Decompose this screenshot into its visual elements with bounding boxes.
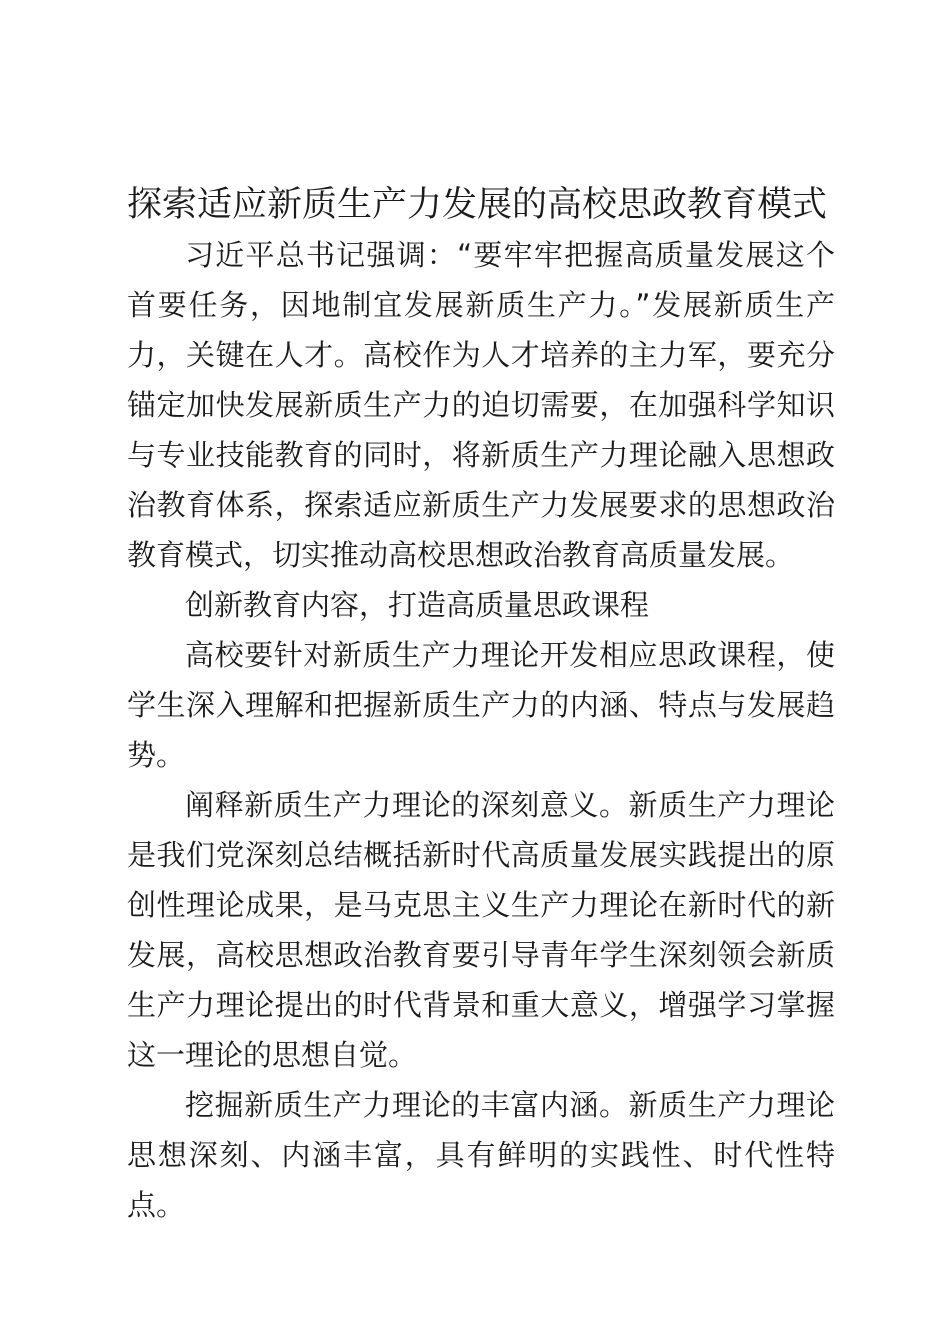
paragraph-significance: 阐释新质生产力理论的深刻意义。新质生产力理论是我们党深刻总结概括新时代高质量发展实践提出的原创性理论成果，是马克思主义生产力理论在新时代的新发展，高校思想政治教育要引导青年学生深刻领会新质生产力理论提出的时代背景和重大意义，增强学习掌握这一理论的思想自觉。: [127, 788, 835, 1072]
section-heading: 创新教育内容，打造高质量思政课程: [185, 588, 650, 622]
document-title: 探索适应新质生产力发展的高校思政教育模式: [127, 185, 828, 225]
paragraph-connotation: 挖掘新质生产力理论的丰富内涵。新质生产力理论思想深刻、内涵丰富，具有鲜明的实践性、时代性特点。: [127, 1088, 835, 1222]
paragraph-course: 高校要针对新质生产力理论开发相应思政课程，使学生深入理解和把握新质生产力的内涵、特点与发展趋势。: [127, 638, 835, 772]
document-body: [127, 230, 835, 1230]
paragraph-intro: 习近平总书记强调：“要牢牢把握高质量发展这个首要任务，因地制宜发展新质生产力。”发展新质生产力，关键在人才。高校作为人才培养的主力军，要充分锚定加快发展新质生产力的迫切需要，在加强科学知识与专业技能教育的同时，将新质生产力理论融入思想政治教育体系，探索适应新质生产力发展要求的思想政治教育模式，切实推动高校思想政治教育高质量发展。: [127, 238, 835, 572]
